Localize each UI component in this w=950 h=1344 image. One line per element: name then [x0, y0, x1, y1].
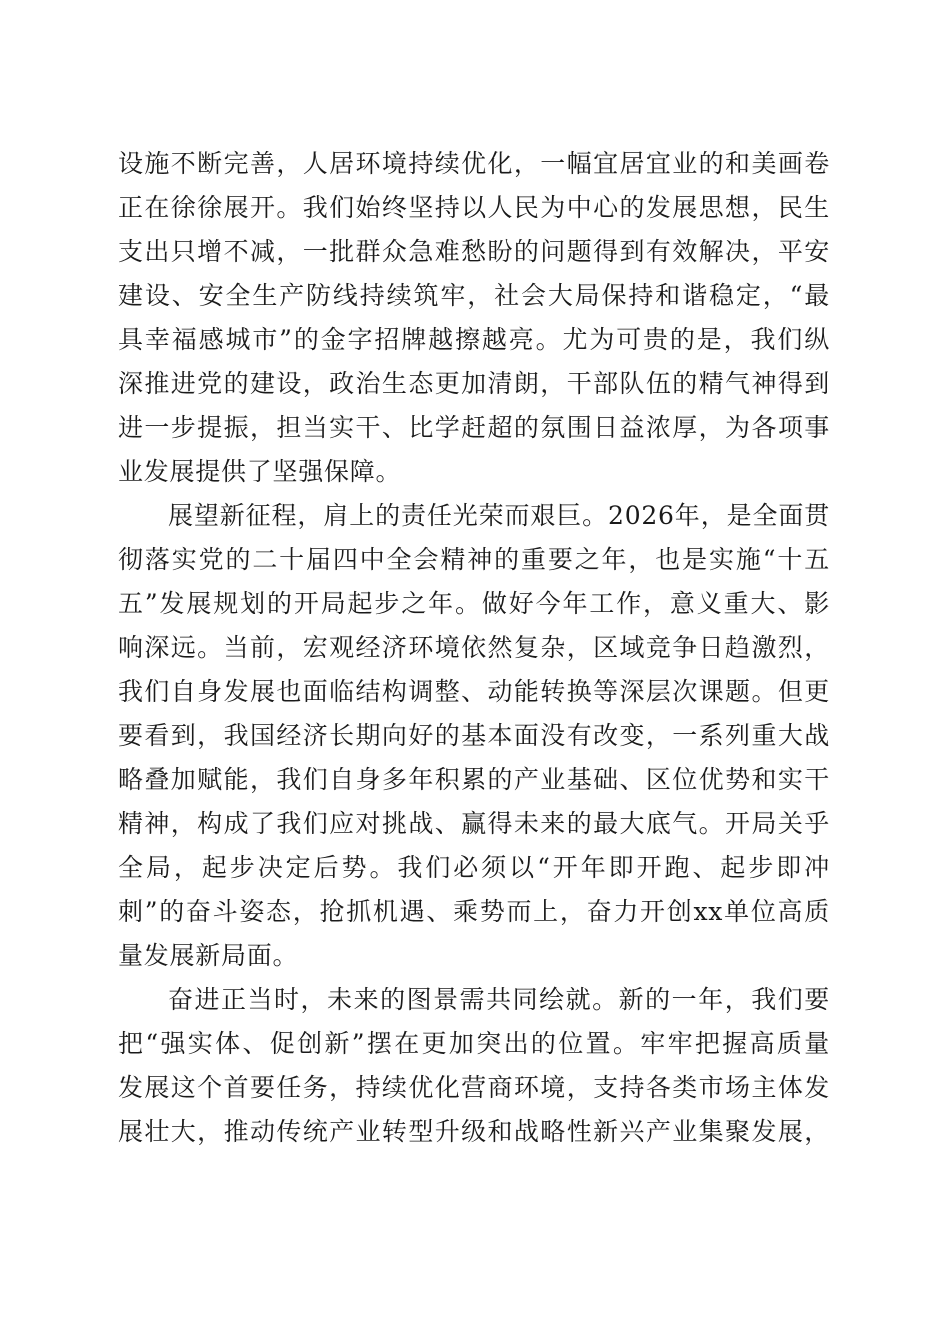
text-line: 彻落实党的二十届四中全会精神的重要之年，也是实施“十五 [118, 545, 830, 574]
text-line: 展望新征程，肩上的责任光荣而艰巨。2026年，是全面贯 [168, 501, 830, 530]
text-line: 五”发展规划的开局起步之年。做好今年工作，意义重大、影 [118, 589, 830, 618]
text-line: 深推进党的建设，政治生态更加清朗，干部队伍的精气神得到 [118, 369, 830, 398]
text-line: 要看到，我国经济长期向好的基本面没有改变，一系列重大战 [118, 721, 830, 750]
text-line: 具幸福感城市”的金字招牌越擦越亮。尤为可贵的是，我们纵 [118, 325, 830, 354]
text-line: 刺”的奋斗姿态，抢抓机遇、乘势而上，奋力开创xx单位高质 [118, 897, 830, 926]
text-line: 响深远。当前，宏观经济环境依然复杂，区域竞争日趋激烈， [118, 633, 830, 662]
text-line: 建设、安全生产防线持续筑牢，社会大局保持和谐稳定，“最 [118, 281, 830, 310]
text-line: 精神，构成了我们应对挑战、赢得未来的最大底气。开局关乎 [118, 809, 830, 838]
text-line: 全局，起步决定后势。我们必须以“开年即开跑、起步即冲 [118, 853, 830, 882]
text-line: 展壮大，推动传统产业转型升级和战略性新兴产业集聚发展， [118, 1117, 830, 1146]
text-line: 量发展新局面。 [118, 941, 299, 970]
text-line: 把“强实体、促创新”摆在更加突出的位置。牢牢把握高质量 [118, 1029, 830, 1058]
text-line: 业发展提供了坚强保障。 [118, 457, 402, 486]
text-line: 奋进正当时，未来的图景需共同绘就。新的一年，我们要 [168, 985, 830, 1014]
text-line: 发展这个首要任务，持续优化营商环境，支持各类市场主体发 [118, 1073, 830, 1102]
text-line: 支出只增不减，一批群众急难愁盼的问题得到有效解决，平安 [118, 237, 830, 266]
text-line: 正在徐徐展开。我们始终坚持以人民为中心的发展思想，民生 [118, 193, 830, 222]
text-line: 设施不断完善，人居环境持续优化，一幅宜居宜业的和美画卷 [118, 149, 830, 178]
text-line: 进一步提振，担当实干、比学赶超的氛围日益浓厚，为各项事 [118, 413, 830, 442]
text-line: 我们自身发展也面临结构调整、动能转换等深层次课题。但更 [118, 677, 830, 706]
text-line: 略叠加赋能，我们自身多年积累的产业基础、区位优势和实干 [118, 765, 830, 794]
